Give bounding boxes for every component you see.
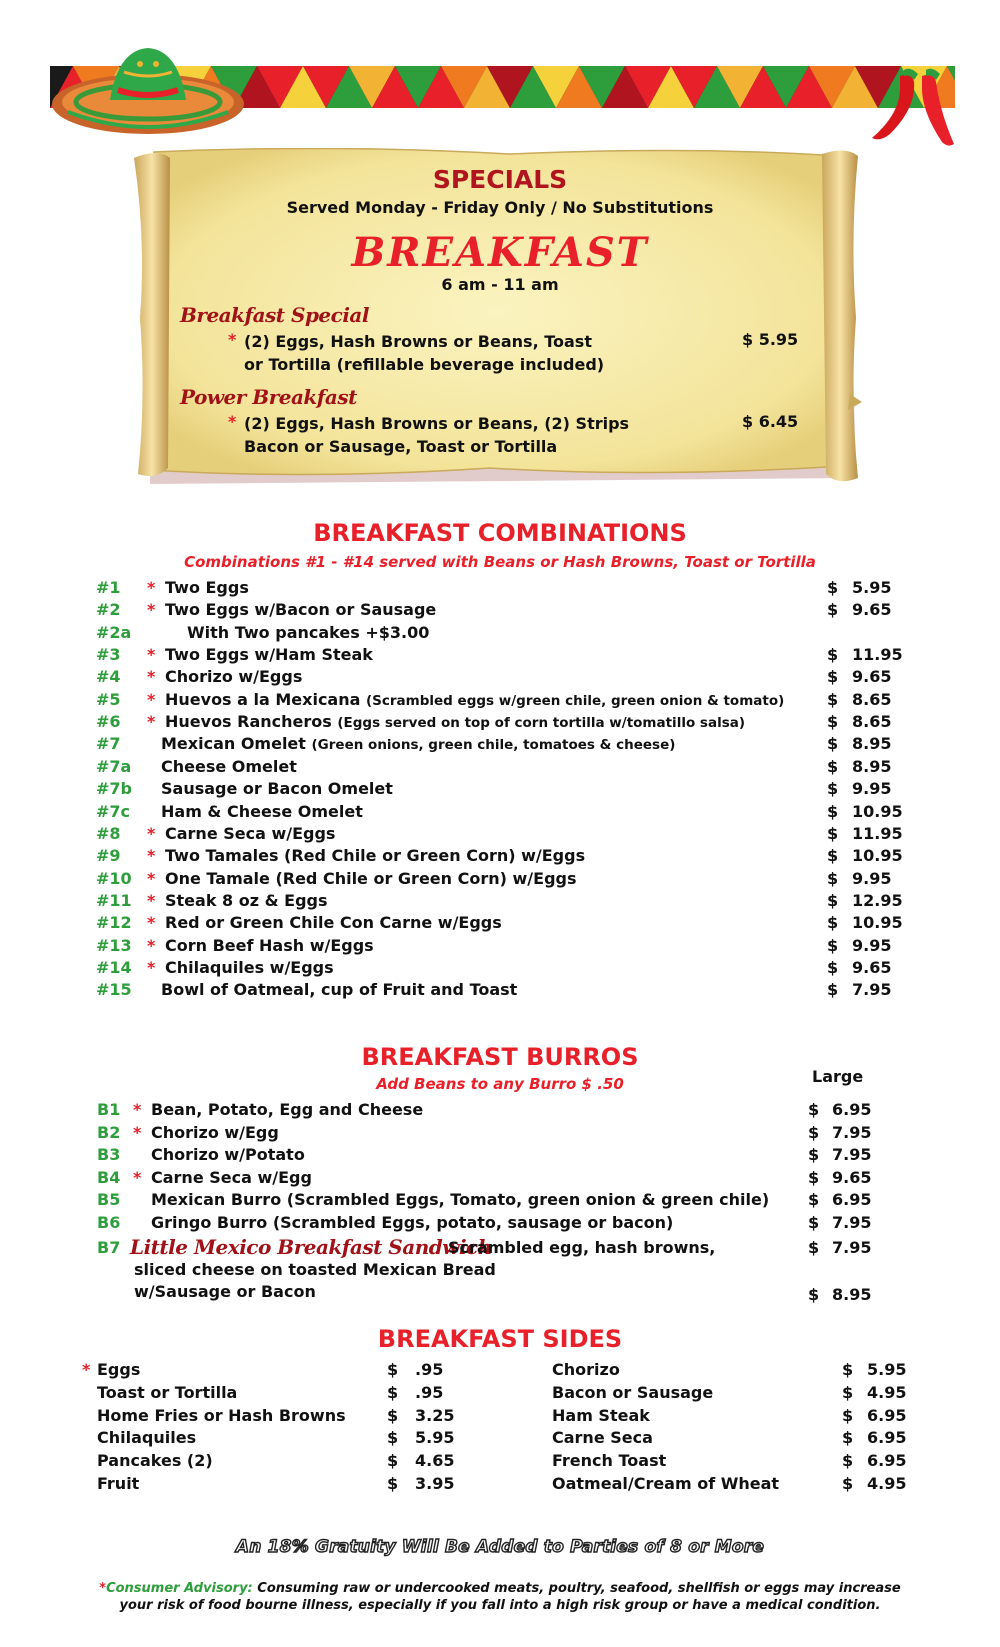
item-dollar: $ — [808, 1145, 820, 1165]
item-price: 9.65 — [832, 1167, 872, 1187]
item-name — [165, 958, 334, 977]
item-title: Carne Seca w/Eggs — [165, 823, 336, 843]
special-price: $ 5.95 — [742, 330, 799, 349]
item-number: #9 — [96, 846, 121, 866]
list-item — [0, 1235, 1000, 1261]
item-script-name: Little Mexico Breakfast Sandwich — [130, 1235, 492, 1259]
list-item — [97, 1474, 537, 1497]
special-line: Bacon or Sausage, Toast or Tortilla — [244, 437, 558, 456]
list-item — [0, 958, 1000, 981]
item-desc: (Scrambled eggs w/green chile, green onion & tomato) — [366, 692, 785, 709]
item-number: #11 — [96, 890, 132, 910]
special-star: * — [228, 412, 237, 431]
item-price: .95 — [415, 1382, 444, 1402]
item-number: B7 — [97, 1238, 121, 1257]
item-number: #2 — [96, 600, 121, 620]
advisory-text: Consuming raw or undercooked meats, poultry, seafood, shellfish or eggs may increase — [252, 1581, 901, 1596]
item-name — [161, 802, 363, 821]
item-name: Scrambled egg, hash browns, — [448, 1238, 716, 1257]
item-dollar: $ — [387, 1382, 399, 1402]
consumer-advisory — [60, 1580, 940, 1614]
item-number: #5 — [96, 689, 121, 709]
item-price: 9.95 — [852, 868, 892, 888]
item-number: #14 — [96, 957, 132, 977]
item-dollar: $ — [387, 1405, 399, 1425]
item-dollar: $ — [808, 1190, 820, 1210]
item-dollar: $ — [827, 779, 839, 799]
breakfast-title: BREAKFAST — [351, 229, 649, 276]
combinations-note: Combinations #1 - #14 served with Beans or Hash Browns, Toast or Tortilla — [184, 553, 816, 571]
item-dollar: $ — [842, 1360, 854, 1379]
sides-star: * — [82, 1360, 91, 1379]
list-item — [0, 1100, 1000, 1123]
combinations-title: BREAKFAST COMBINATIONS — [313, 519, 687, 547]
item-price: 10.95 — [852, 801, 903, 821]
item-star: * — [147, 890, 156, 910]
list-item — [0, 1260, 1000, 1283]
item-star: * — [147, 823, 156, 843]
item-dollar: $ — [387, 1451, 399, 1471]
list-item — [0, 913, 1000, 936]
special-line: or Tortilla (refillable beverage included) — [244, 355, 605, 374]
item-name: Chilaquiles — [97, 1428, 197, 1448]
item-price: 7.95 — [832, 1122, 872, 1142]
list-item — [0, 623, 1000, 646]
item-dollar: $ — [827, 756, 839, 776]
item-number: #7a — [96, 756, 132, 776]
list-item — [0, 1168, 1000, 1191]
advisory-label: Consumer Advisory: — [106, 1581, 253, 1596]
item-price: 8.95 — [832, 1285, 872, 1304]
item-dollar: $ — [387, 1428, 399, 1448]
list-item — [0, 734, 1000, 757]
item-price: 9.65 — [852, 957, 892, 977]
item-price: 12.95 — [852, 890, 903, 910]
list-item — [0, 936, 1000, 959]
item-price: 6.95 — [867, 1405, 907, 1425]
item-name: Carne Seca w/Egg — [151, 1167, 312, 1187]
item-name: Ham Steak — [552, 1405, 650, 1425]
item-title: Two Tamales (Red Chile or Green Corn) w/Eggs — [165, 846, 586, 866]
item-number: #7b — [96, 779, 132, 799]
item-title: Chilaquiles w/Eggs — [165, 957, 334, 977]
item-title: One Tamale (Red Chile or Green Corn) w/Eggs — [165, 868, 577, 888]
item-dollar: $ — [808, 1122, 820, 1142]
item-dollar: $ — [842, 1382, 854, 1402]
item-name: Gringo Burro (Scrambled Eggs, potato, sausage or bacon) — [151, 1213, 674, 1232]
item-price: 7.95 — [832, 1213, 872, 1232]
list-item — [552, 1451, 992, 1474]
item-dollar: $ — [842, 1405, 854, 1425]
special-description — [244, 412, 629, 458]
burros-note: Add Beans to any Burro $ .50 — [376, 1075, 624, 1093]
item-star: * — [133, 1100, 142, 1119]
item-star: * — [133, 1167, 142, 1187]
item-name — [165, 869, 577, 888]
item-dollar: $ — [827, 734, 839, 754]
special-description — [244, 330, 604, 376]
item-name: Bean, Potato, Egg and Cheese — [151, 1100, 424, 1119]
item-title: Huevos Rancheros — [165, 712, 332, 732]
item-name — [161, 980, 517, 999]
special-line: (2) Eggs, Hash Browns or Beans, Toast — [244, 332, 592, 351]
list-item — [552, 1428, 992, 1451]
item-number: B1 — [97, 1100, 121, 1119]
item-price: 8.95 — [852, 734, 892, 754]
item-name — [161, 734, 675, 753]
item-name: Pancakes (2) — [97, 1451, 213, 1471]
burro-size-label: Large — [812, 1067, 864, 1086]
item-dollar: $ — [827, 712, 839, 732]
item-number: #3 — [96, 645, 121, 665]
item-name — [165, 712, 745, 731]
item-title: Steak 8 oz & Eggs — [165, 890, 328, 910]
list-item — [0, 869, 1000, 892]
item-dollar: $ — [827, 913, 839, 933]
item-star: * — [147, 846, 156, 866]
item-star: * — [147, 578, 156, 597]
advisory-star: * — [99, 1581, 107, 1596]
item-dollar: $ — [808, 1213, 820, 1232]
item-name — [165, 578, 249, 597]
item-name — [165, 936, 374, 955]
list-item — [0, 891, 1000, 914]
item-dollar: $ — [827, 980, 839, 1000]
breakfast-hours: 6 am - 11 am — [441, 275, 559, 294]
item-star: * — [147, 689, 156, 709]
item-price: 9.95 — [852, 779, 892, 799]
item-star: * — [147, 667, 156, 687]
item-price: 7.95 — [852, 980, 892, 1000]
burros-title: BREAKFAST BURROS — [361, 1043, 639, 1071]
list-item — [97, 1406, 537, 1429]
item-star: * — [147, 600, 156, 620]
item-number: #4 — [96, 667, 121, 687]
item-dollar: $ — [842, 1474, 854, 1493]
list-item — [0, 824, 1000, 847]
item-title: Sausage or Bacon Omelet — [161, 779, 393, 799]
item-desc: (Green onions, green chile, tomatoes & cheese) — [311, 737, 676, 754]
item-number: #7 — [96, 734, 121, 754]
specials-subtitle: Served Monday - Friday Only / No Substitutions — [286, 198, 714, 217]
item-number: B4 — [97, 1167, 121, 1187]
item-dollar: $ — [827, 846, 839, 866]
item-star: * — [147, 712, 156, 732]
special-price: $ 6.45 — [742, 412, 799, 431]
item-price: 6.95 — [832, 1190, 872, 1210]
item-price: 11.95 — [852, 823, 903, 843]
specials-title: SPECIALS — [432, 165, 568, 194]
item-name — [165, 600, 436, 619]
item-name: Chorizo w/Egg — [151, 1122, 279, 1142]
item-price: 5.95 — [867, 1360, 907, 1379]
list-item — [97, 1360, 537, 1383]
item-price: 6.95 — [867, 1428, 907, 1448]
list-item — [0, 1145, 1000, 1168]
item-dollar: $ — [827, 823, 839, 843]
item-price: 3.95 — [415, 1474, 455, 1493]
special-line: (2) Eggs, Hash Browns or Beans, (2) Strips — [244, 414, 630, 433]
item-name — [165, 824, 335, 843]
item-dollar: $ — [827, 801, 839, 821]
item-dollar: $ — [827, 578, 839, 597]
item-dollar: $ — [827, 957, 839, 977]
item-price: 4.95 — [867, 1474, 907, 1493]
item-number: #8 — [96, 823, 121, 843]
list-item — [0, 578, 1000, 601]
item-dollar: $ — [827, 689, 839, 709]
item-name: Chorizo w/Potato — [151, 1145, 305, 1165]
item-desc: (Eggs served on top of corn tortilla w/tomatillo salsa) — [337, 715, 746, 732]
special-star: * — [228, 330, 237, 349]
list-item — [552, 1406, 992, 1429]
item-star: * — [147, 645, 156, 665]
item-dollar: $ — [808, 1167, 820, 1187]
item-name: Fruit — [97, 1474, 140, 1493]
item-price: 4.95 — [867, 1382, 907, 1402]
item-name: Chorizo — [552, 1360, 620, 1379]
item-title: Mexican Omelet — [161, 734, 306, 754]
item-name — [165, 913, 502, 932]
item-title: Chorizo w/Eggs — [165, 667, 303, 687]
item-number: #2a — [96, 622, 132, 642]
item-price: 7.95 — [832, 1145, 872, 1165]
item-price: 8.65 — [852, 689, 892, 709]
item-name: Home Fries or Hash Browns — [97, 1405, 346, 1425]
item-number: B3 — [97, 1145, 121, 1165]
item-name: Bacon or Sausage — [552, 1382, 714, 1402]
advisory-text: your risk of food bourne illness, especially if you fall into a high risk group or have a medical condition. — [119, 1598, 881, 1613]
item-number: #1 — [96, 578, 121, 597]
item-dollar: $ — [827, 600, 839, 620]
list-item — [0, 757, 1000, 780]
item-name: Oatmeal/Cream of Wheat — [552, 1474, 780, 1493]
item-dollar: $ — [827, 667, 839, 687]
list-item — [0, 779, 1000, 802]
item-number: B2 — [97, 1122, 121, 1142]
item-name: Toast or Tortilla — [97, 1382, 238, 1402]
list-item — [0, 1190, 1000, 1213]
list-item — [97, 1383, 537, 1406]
item-title: Huevos a la Mexicana — [165, 689, 361, 709]
item-title: Bowl of Oatmeal, cup of Fruit and Toast — [161, 980, 518, 1000]
list-item — [0, 1213, 1000, 1236]
item-star: * — [133, 1122, 142, 1142]
item-dollar: $ — [842, 1451, 854, 1471]
list-item — [552, 1360, 992, 1383]
item-name: French Toast — [552, 1451, 667, 1471]
list-item — [0, 846, 1000, 869]
item-price: 6.95 — [867, 1451, 907, 1471]
item-dollar: $ — [387, 1474, 399, 1493]
item-star: * — [147, 868, 156, 888]
item-dollar: $ — [827, 868, 839, 888]
list-item — [552, 1474, 992, 1497]
item-price: .95 — [415, 1360, 444, 1379]
sombrero-icon — [48, 42, 248, 142]
item-price: 9.95 — [852, 935, 892, 955]
item-price: 10.95 — [852, 913, 903, 933]
item-name — [161, 757, 297, 776]
list-item — [0, 712, 1000, 735]
item-price: 11.95 — [852, 645, 903, 665]
item-star: * — [147, 935, 156, 955]
item-title: Corn Beef Hash w/Eggs — [165, 935, 374, 955]
item-price: 8.95 — [852, 756, 892, 776]
list-item — [0, 802, 1000, 825]
chili-peppers-icon — [870, 68, 965, 150]
item-star: * — [147, 957, 156, 977]
item-number: #10 — [96, 868, 132, 888]
item-name — [165, 667, 302, 686]
item-title: Ham & Cheese Omelet — [161, 801, 363, 821]
item-name — [187, 623, 429, 642]
item-number: B6 — [97, 1213, 121, 1232]
item-price: 4.65 — [415, 1451, 455, 1471]
item-price: 6.95 — [832, 1100, 872, 1119]
item-name — [165, 846, 585, 865]
list-item — [0, 1123, 1000, 1146]
item-number: B5 — [97, 1190, 121, 1210]
item-price: 10.95 — [852, 846, 903, 866]
item-title: Red or Green Chile Con Carne w/Eggs — [165, 913, 502, 933]
item-price: 5.95 — [415, 1428, 455, 1448]
item-title: Two Eggs — [165, 578, 249, 597]
item-name — [165, 690, 784, 709]
list-item — [97, 1428, 537, 1451]
item-price: 9.65 — [852, 600, 892, 620]
item-number: #6 — [96, 712, 121, 732]
list-item — [0, 690, 1000, 713]
item-dollar: $ — [808, 1100, 820, 1119]
item-dollar: $ — [827, 645, 839, 665]
item-name: Mexican Burro (Scrambled Eggs, Tomato, green onion & green chile) — [151, 1190, 770, 1210]
item-number: #15 — [96, 980, 132, 1000]
item-dollar: $ — [808, 1285, 820, 1304]
item-number: #7c — [96, 801, 131, 821]
list-item — [97, 1451, 537, 1474]
item-name: Eggs — [97, 1360, 141, 1379]
item-number: #13 — [96, 935, 132, 955]
item-title: Cheese Omelet — [161, 756, 297, 776]
item-dollar: $ — [827, 935, 839, 955]
item-name — [165, 891, 328, 910]
item-name — [161, 779, 393, 798]
item-number: #12 — [96, 913, 132, 933]
list-item — [0, 667, 1000, 690]
item-title: Two Eggs w/Bacon or Sausage — [165, 600, 437, 620]
list-item — [0, 1282, 1000, 1305]
list-item — [0, 980, 1000, 1003]
item-price: 3.25 — [415, 1405, 455, 1425]
item-dollar: $ — [808, 1238, 820, 1257]
special-name: Power Breakfast — [180, 385, 357, 409]
item-star: * — [147, 913, 156, 933]
item-name — [165, 645, 373, 664]
item-price: 7.95 — [832, 1238, 872, 1257]
item-dollar: $ — [387, 1360, 399, 1379]
special-name: Breakfast Special — [180, 303, 369, 327]
item-dollar: $ — [842, 1428, 854, 1448]
item-price: 5.95 — [852, 578, 892, 597]
list-item — [552, 1383, 992, 1406]
list-item — [0, 645, 1000, 668]
item-price: 8.65 — [852, 712, 892, 732]
item-dollar: $ — [827, 890, 839, 910]
item-title: With Two pancakes +$3.00 — [187, 622, 430, 642]
item-price: 9.65 — [852, 667, 892, 687]
sides-title: BREAKFAST SIDES — [377, 1325, 623, 1353]
item-name: sliced cheese on toasted Mexican Bread — [134, 1260, 496, 1279]
item-title: Two Eggs w/Ham Steak — [165, 645, 373, 665]
item-name: w/Sausage or Bacon — [134, 1282, 316, 1301]
item-name: Carne Seca — [552, 1428, 653, 1448]
list-item — [0, 600, 1000, 623]
gratuity-notice: An 18% Gratuity Will Be Added to Parties of 8 or More — [235, 1537, 765, 1557]
